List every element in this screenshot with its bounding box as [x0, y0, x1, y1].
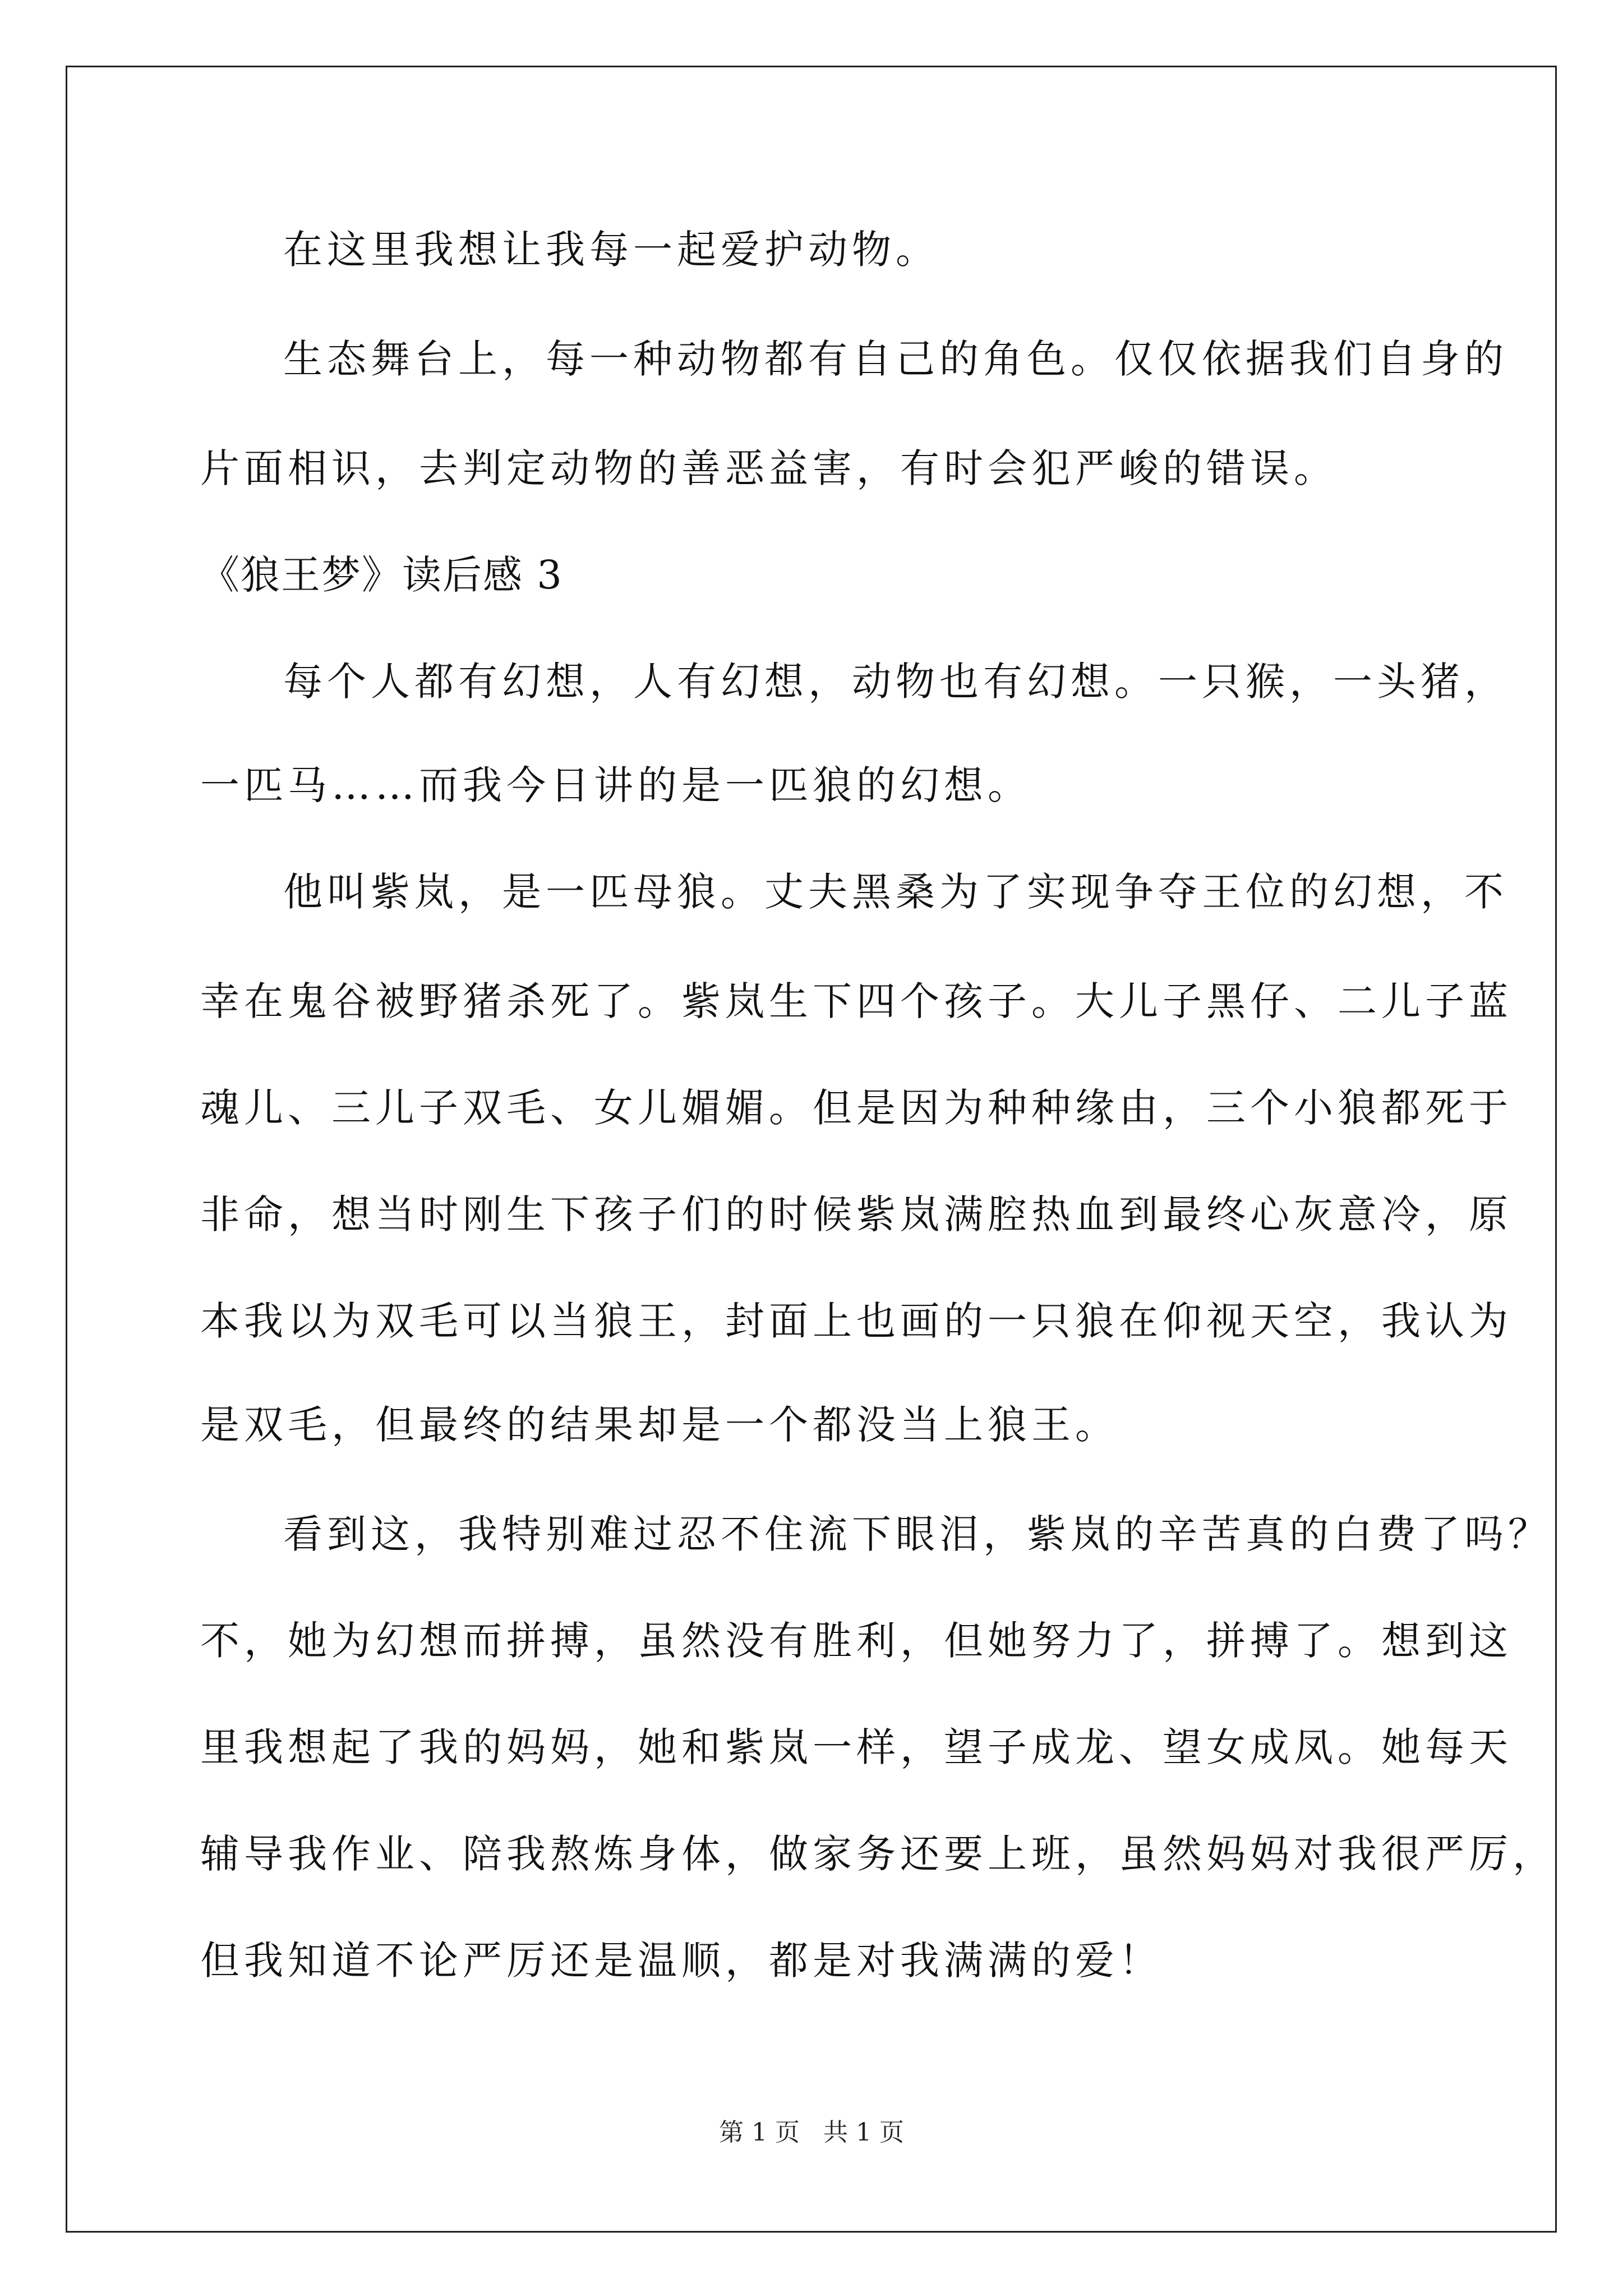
paragraph-line: 魂儿、三儿子双毛、女儿媚媚。但是因为种种缘由，三个小狼都死于 — [200, 1085, 1513, 1131]
paragraph-line: 在这里我想让我每一起爱护动物。 — [283, 227, 939, 273]
paragraph-line: 他叫紫岚，是一匹母狼。丈夫黑桑为了实现争夺王位的幻想，不 — [283, 869, 1508, 915]
paragraph-line: 非命，想当时刚生下孩子们的时候紫岚满腔热血到最终心灰意冷，原 — [200, 1191, 1513, 1237]
paragraph-line: 里我想起了我的妈妈，她和紫岚一样，望子成龙、望女成凤。她每天 — [200, 1724, 1513, 1770]
paragraph-line: 本我以为双毛可以当狼王，封面上也画的一只狼在仰视天空，我认为 — [200, 1298, 1513, 1344]
paragraph-line: 是双毛，但最终的结果却是一个都没当上狼王。 — [200, 1402, 1119, 1448]
section-heading: 《狼王梦》读后感 3 — [200, 552, 563, 598]
paragraph-line: 生态舞台上，每一种动物都有自己的角色。仅仅依据我们自身的 — [283, 336, 1508, 382]
paragraph-line: 但我知道不论严厉还是温顺，都是对我满满的爱！ — [200, 1938, 1163, 1984]
paragraph-line: 看到这，我特别难过忍不住流下眼泪，紫岚的辛苦真的白费了吗？ — [283, 1511, 1552, 1557]
paragraph-line: 每个人都有幻想，人有幻想，动物也有幻想。一只猴，一头猪， — [283, 659, 1508, 705]
paragraph-line: 辅导我作业、陪我熬炼身体，做家务还要上班，虽然妈妈对我很严厉， — [200, 1831, 1556, 1877]
paragraph-line: 片面相识，去判定动物的善恶益害，有时会犯严峻的错误。 — [200, 445, 1338, 491]
page-footer: 第 1 页 共 1 页 — [719, 2118, 904, 2147]
paragraph-line: 一匹马……而我今日讲的是一匹狼的幻想。 — [200, 762, 1031, 808]
paragraph-line: 不，她为幻想而拼搏，虽然没有胜利，但她努力了，拼搏了。想到这 — [200, 1618, 1513, 1664]
paragraph-line: 幸在鬼谷被野猪杀死了。紫岚生下四个孩子。大儿子黑仔、二儿子蓝 — [200, 978, 1513, 1024]
page-border — [66, 66, 1557, 2233]
